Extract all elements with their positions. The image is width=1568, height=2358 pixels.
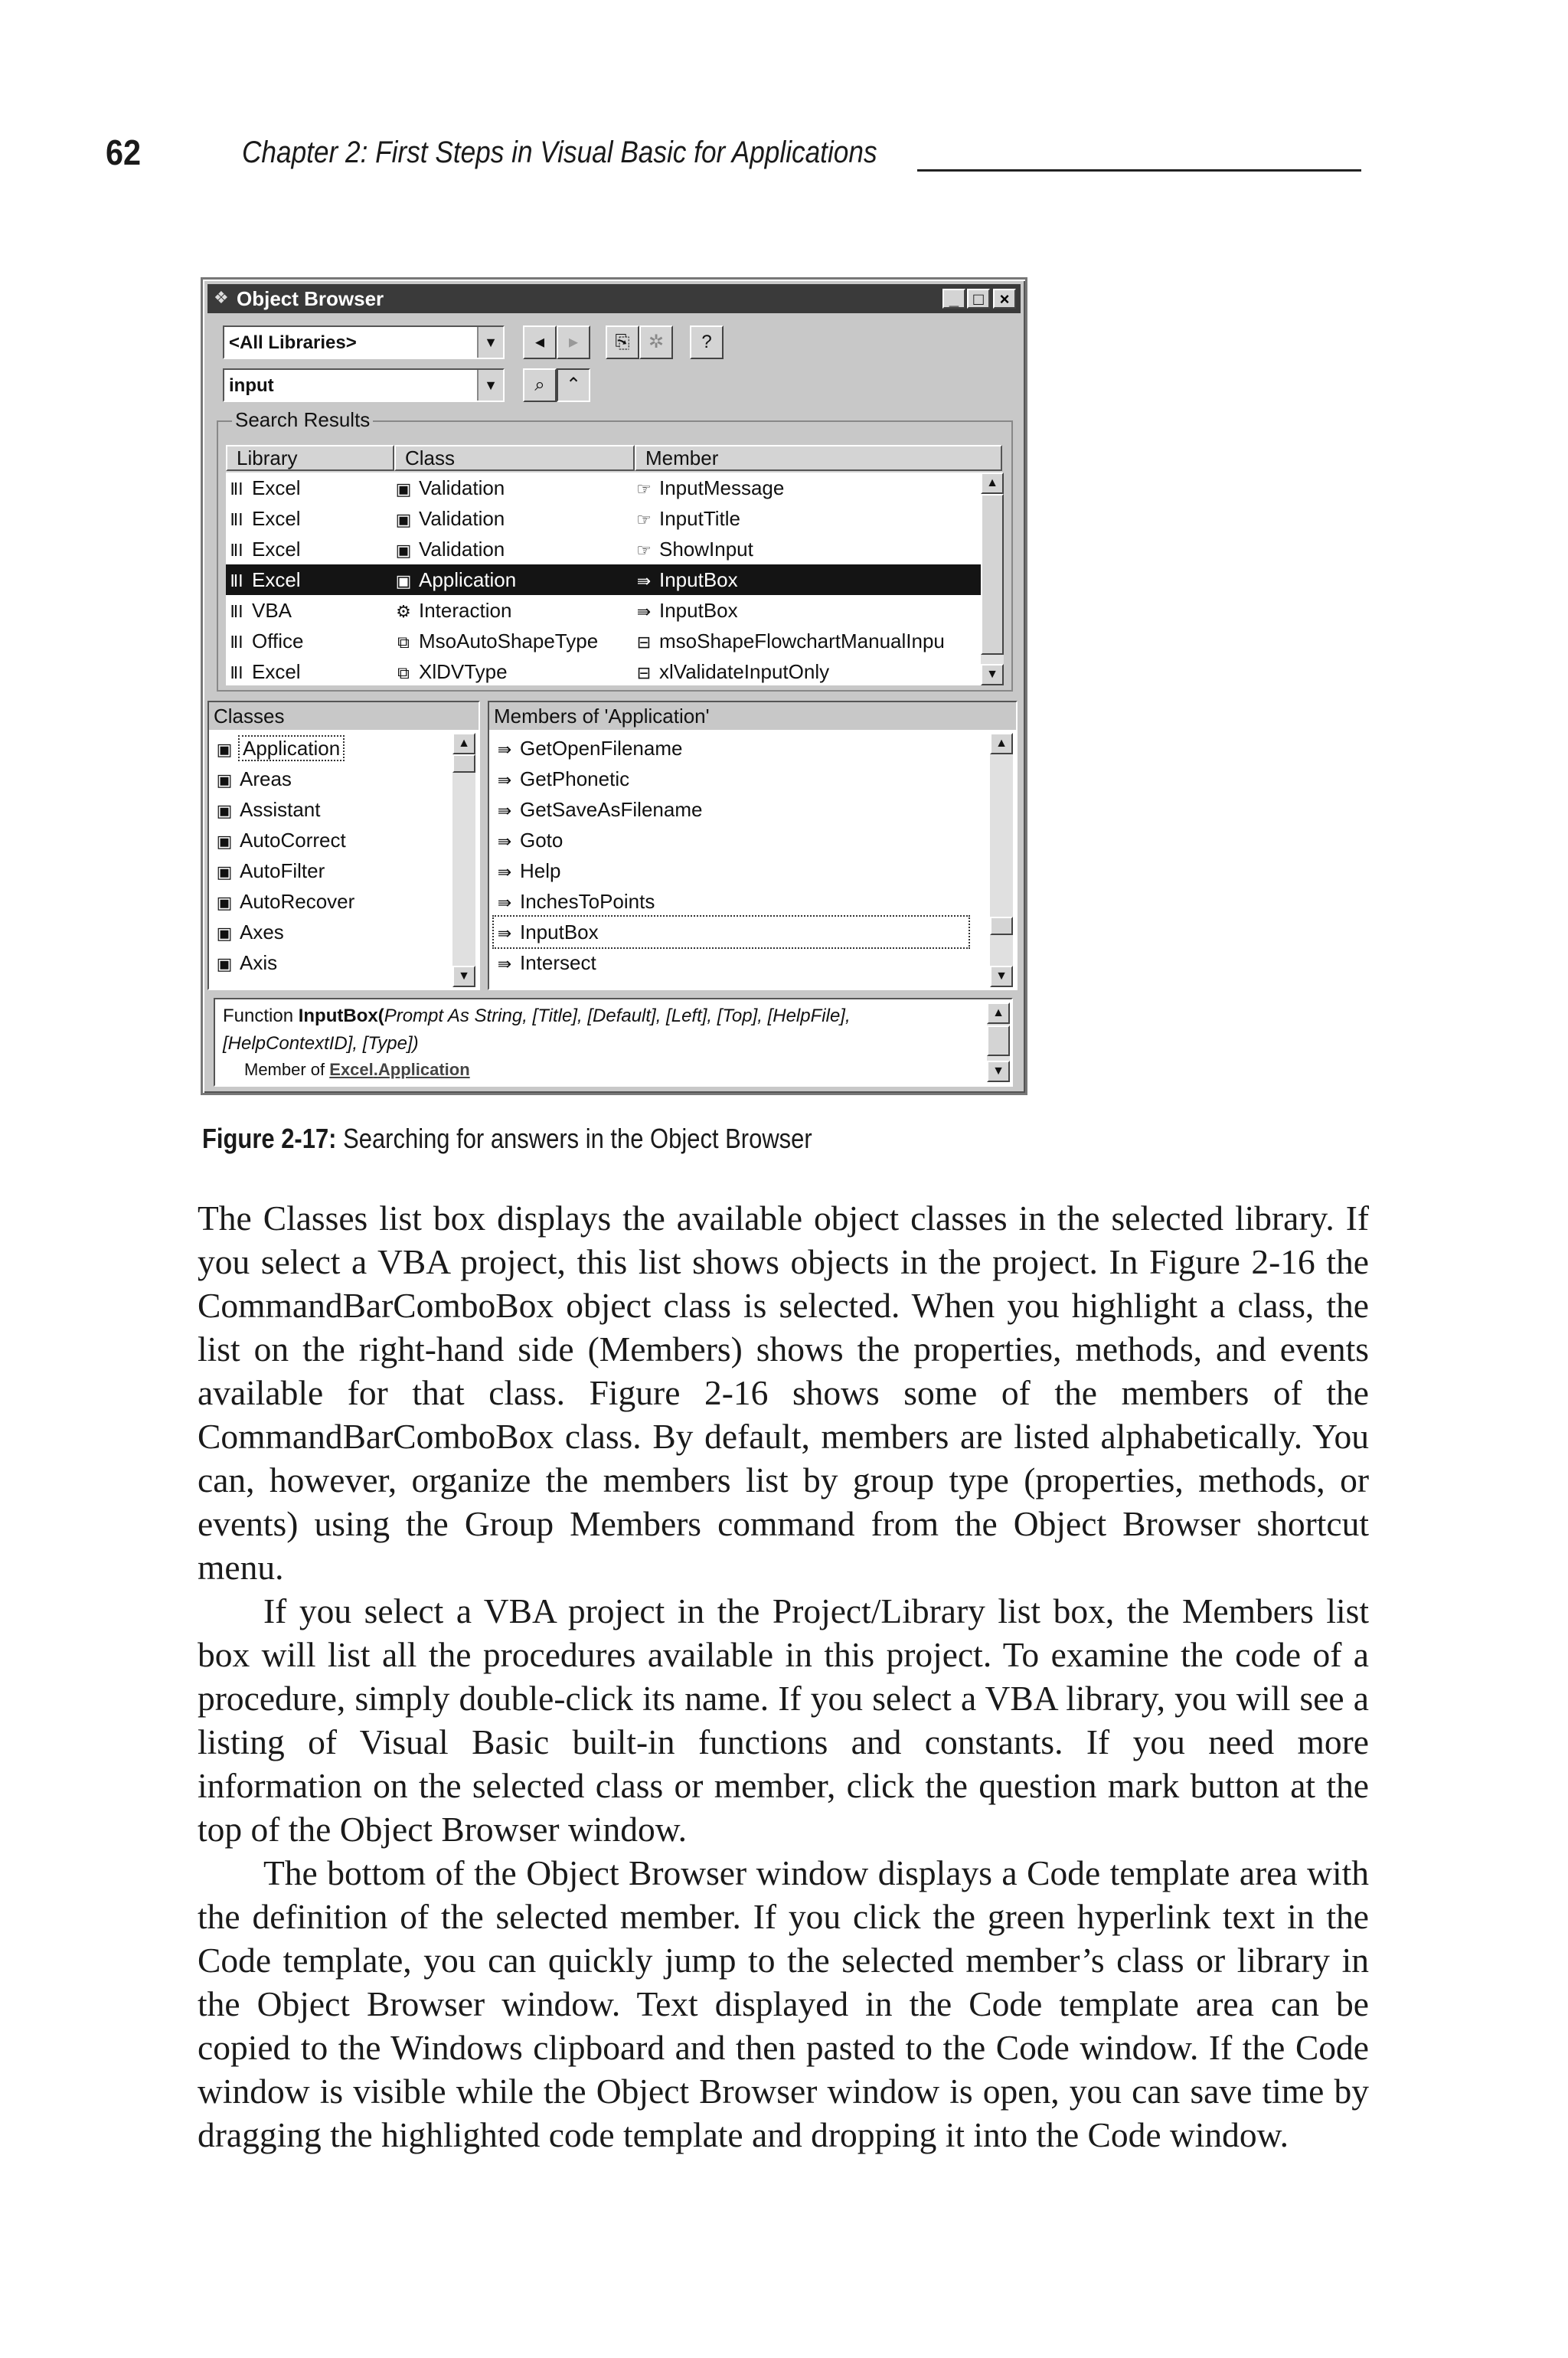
- hide-search-results-button[interactable]: [557, 368, 590, 402]
- member-item[interactable]: ⇛ InchesToPoints: [494, 886, 655, 917]
- title-bar: [207, 284, 1021, 313]
- library-combo[interactable]: [223, 325, 505, 359]
- chevron-down-icon[interactable]: ▼: [477, 370, 503, 401]
- search-text-value: input: [229, 375, 274, 396]
- figure-caption-text: Searching for answers in the Object Browser: [343, 1123, 812, 1154]
- member-of-line: Member of Excel.Application: [244, 1060, 470, 1079]
- class-item[interactable]: ▣ AutoCorrect: [214, 825, 346, 855]
- go-back-button[interactable]: [523, 325, 557, 359]
- binoculars-icon: ⌕: [534, 374, 545, 395]
- close-button[interactable]: ×: [993, 289, 1016, 309]
- scroll-down-icon[interactable]: ▼: [981, 664, 1004, 685]
- maximize-button[interactable]: □: [967, 289, 990, 309]
- class-item[interactable]: ▣ Areas: [214, 764, 292, 794]
- library-icon: ⅡⅠ: [230, 663, 243, 682]
- property-icon: ☞: [636, 479, 652, 499]
- running-header: [106, 129, 1361, 176]
- search-results-label: Search Results: [232, 408, 373, 431]
- minimize-button[interactable]: _: [942, 289, 965, 309]
- body-text: [198, 1196, 1369, 2157]
- copy-icon: ⎘: [615, 332, 630, 352]
- scroll-up-icon[interactable]: ▲: [990, 733, 1013, 754]
- class-icon: ▣: [395, 541, 412, 560]
- member-item[interactable]: ⇛ GetPhonetic: [494, 764, 629, 794]
- classes-pane: [207, 701, 480, 990]
- class-item[interactable]: ▣ Axis: [214, 947, 277, 978]
- result-row[interactable]: ⅡⅠ Excel ▣ Validation ☞ InputMessage: [226, 473, 984, 503]
- property-icon: ☞: [636, 541, 652, 560]
- scroll-down-icon[interactable]: ▼: [452, 966, 475, 987]
- column-member[interactable]: Member: [635, 445, 1002, 471]
- chapter-title: Chapter 2: First Steps in Visual Basic for Applications: [242, 136, 877, 169]
- library-icon: ⅡⅠ: [230, 633, 243, 652]
- library-icon: ⅡⅠ: [230, 571, 243, 590]
- results-scrollbar[interactable]: [981, 473, 1004, 685]
- method-icon: ⇛: [636, 602, 652, 621]
- scrollbar-thumb[interactable]: [452, 754, 475, 773]
- method-icon: ⇛: [497, 954, 512, 973]
- class-icon: ▣: [216, 893, 233, 912]
- members-scrollbar[interactable]: [990, 733, 1013, 987]
- figure-label: Figure 2-17:: [202, 1123, 337, 1154]
- code-template-area[interactable]: [214, 998, 1013, 1087]
- class-icon: ▣: [216, 832, 233, 851]
- scroll-up-icon[interactable]: ▲: [981, 473, 1004, 494]
- class-icon: ▣: [395, 571, 412, 590]
- figure-caption: [202, 1120, 812, 1158]
- method-icon: ⇛: [497, 740, 512, 759]
- class-icon: ▣: [395, 510, 412, 529]
- library-icon: ⅡⅠ: [230, 479, 243, 499]
- class-item[interactable]: ▣ AutoFilter: [214, 855, 325, 886]
- method-icon: ⇛: [497, 801, 512, 820]
- definition-line-2: [HelpContextID], [Type]): [223, 1033, 419, 1054]
- result-row[interactable]: ⅡⅠ Excel ⧉ XlDVType ⊟ xlValidateInputOnly: [226, 656, 984, 687]
- search-button[interactable]: [523, 368, 557, 402]
- scroll-down-icon[interactable]: ▼: [987, 1061, 1010, 1082]
- go-forward-button[interactable]: [557, 325, 590, 359]
- chevron-down-icon[interactable]: ▼: [477, 327, 503, 358]
- back-arrow-icon: ◂: [534, 332, 545, 352]
- scroll-down-icon[interactable]: ▼: [990, 966, 1013, 987]
- chevron-up-icon: ⌃: [565, 374, 582, 395]
- result-row[interactable]: ⅡⅠ Office ⧉ MsoAutoShapeType ⊟ msoShapeFlowchartManualInpu: [226, 626, 984, 656]
- enum-icon: ⧉: [397, 633, 410, 652]
- class-icon: ▣: [395, 479, 412, 499]
- class-item[interactable]: ▣ Application: [214, 733, 343, 764]
- method-icon: ⇛: [636, 571, 652, 590]
- forward-arrow-icon: ▸: [568, 332, 579, 352]
- search-results-list: [226, 473, 984, 685]
- property-icon: ☞: [636, 510, 652, 529]
- column-class[interactable]: Class: [394, 445, 635, 471]
- method-icon: ⇛: [497, 924, 512, 943]
- library-icon: ⅡⅠ: [230, 541, 243, 560]
- method-icon: ⇛: [497, 862, 512, 881]
- question-mark-icon: ?: [701, 332, 712, 352]
- method-icon: ⇛: [497, 832, 512, 851]
- member-item[interactable]: ⇛ Help: [494, 855, 560, 886]
- help-button[interactable]: [690, 325, 724, 359]
- page-number: 62: [106, 132, 142, 172]
- results-column-header: [226, 445, 1002, 473]
- library-icon: ⅡⅠ: [230, 510, 243, 529]
- search-text-combo[interactable]: [223, 368, 505, 402]
- member-item-selected[interactable]: ⇛ InputBox: [494, 917, 969, 947]
- class-icon: ▣: [216, 924, 233, 943]
- class-link[interactable]: Application: [377, 1060, 470, 1079]
- classes-header: Classes: [209, 702, 479, 730]
- object-browser-icon: ❖: [214, 288, 229, 307]
- result-row[interactable]: ⅡⅠ Excel ▣ Validation ☞ ShowInput: [226, 534, 984, 564]
- copy-to-clipboard-button[interactable]: [606, 325, 639, 359]
- result-row[interactable]: ⅡⅠ VBA ⚙ Interaction ⇛ InputBox: [226, 595, 984, 626]
- definition-icon: ✲: [648, 332, 665, 352]
- library-combo-value: <All Libraries>: [229, 332, 357, 353]
- classes-scrollbar[interactable]: [452, 733, 475, 987]
- header-rule: [917, 169, 1361, 172]
- paragraph: The bottom of the Object Browser window displays a Code template area with the definition of the selected member. If you click the green hyperlink text in the Code template, you can quickly jump to the selected member’s class or library in the Object Browser window. Text displayed in the Code template area can be copied to the Windows clipboard and then pasted to the Code window. If the Code window is visible while the Object Browser window is open, you can save time by dragging the highlighted code template and dropping it into the Code window.: [198, 1853, 1369, 2154]
- library-link[interactable]: Excel: [329, 1060, 374, 1079]
- paragraph: The Classes list box displays the available object classes in the selected library. If you select a VBA project, this list shows objects in the project. In Figure 2-16 the CommandBarComboBox object class is selected. When you highlight a class, the list on the right-hand side (Members) shows the properties, methods, and events available for that class. Figure 2-16 shows some of the members of the CommandBarComboBox class. By default, members are listed alphabetically. You can, however, organize the members list by group type (properties, methods, or events) using the Group Members command from the Object Browser shortcut menu.: [198, 1199, 1369, 1587]
- code-template-scrollbar[interactable]: [987, 1002, 1010, 1082]
- method-icon: ⇛: [497, 770, 512, 790]
- method-icon: ⇛: [497, 893, 512, 912]
- definition-line: Function InputBox(Prompt As String, [Title], [Default], [Left], [Top], [HelpFile],: [223, 1006, 851, 1026]
- class-icon: ▣: [216, 954, 233, 973]
- class-icon: ▣: [216, 801, 233, 820]
- scrollbar-thumb[interactable]: [987, 1025, 1010, 1056]
- view-definition-button[interactable]: [639, 325, 673, 359]
- class-item[interactable]: ▣ Axes: [214, 917, 284, 947]
- result-row[interactable]: ⅡⅠ Excel ▣ Validation ☞ InputTitle: [226, 503, 984, 534]
- members-pane: [488, 701, 1018, 990]
- scrollbar-thumb[interactable]: [981, 494, 1004, 655]
- library-icon: ⅡⅠ: [230, 602, 243, 621]
- scroll-up-icon[interactable]: ▲: [987, 1002, 1010, 1024]
- result-row-selected[interactable]: ⅡⅠ Excel ▣ Application ⇛ InputBox: [226, 564, 984, 595]
- constant-icon: ⊟: [636, 633, 652, 652]
- class-icon: ▣: [216, 862, 233, 881]
- scrollbar-thumb[interactable]: [990, 917, 1013, 935]
- column-library[interactable]: Library: [226, 445, 394, 471]
- constant-icon: ⊟: [636, 663, 652, 682]
- member-item[interactable]: ⇛ Goto: [494, 825, 563, 855]
- enum-icon: ⧉: [397, 663, 410, 682]
- window-title: Object Browser: [237, 287, 384, 310]
- class-item[interactable]: ▣ Assistant: [214, 794, 321, 825]
- member-item[interactable]: ⇛ GetOpenFilename: [494, 733, 682, 764]
- class-item[interactable]: ▣ AutoRecover: [214, 886, 354, 917]
- class-icon: ▣: [216, 740, 233, 759]
- module-icon: ⚙: [396, 602, 411, 621]
- scroll-up-icon[interactable]: ▲: [452, 733, 475, 754]
- member-item[interactable]: ⇛ GetSaveAsFilename: [494, 794, 702, 825]
- members-header: Members of 'Application': [489, 702, 1016, 730]
- class-icon: ▣: [216, 770, 233, 790]
- paragraph: If you select a VBA project in the Project/Library list box, the Members list box will list all the procedures available in this project. To examine the code of a procedure, simply double-click its name. If you select a VBA library, you will see a listing of Visual Basic built-in functions and constants. If you need more information on the selected class or member, click the question mark button at the top of the Object Browser window.: [198, 1591, 1369, 1849]
- member-item[interactable]: ⇛ Intersect: [494, 947, 596, 978]
- object-browser-window: [201, 277, 1027, 1095]
